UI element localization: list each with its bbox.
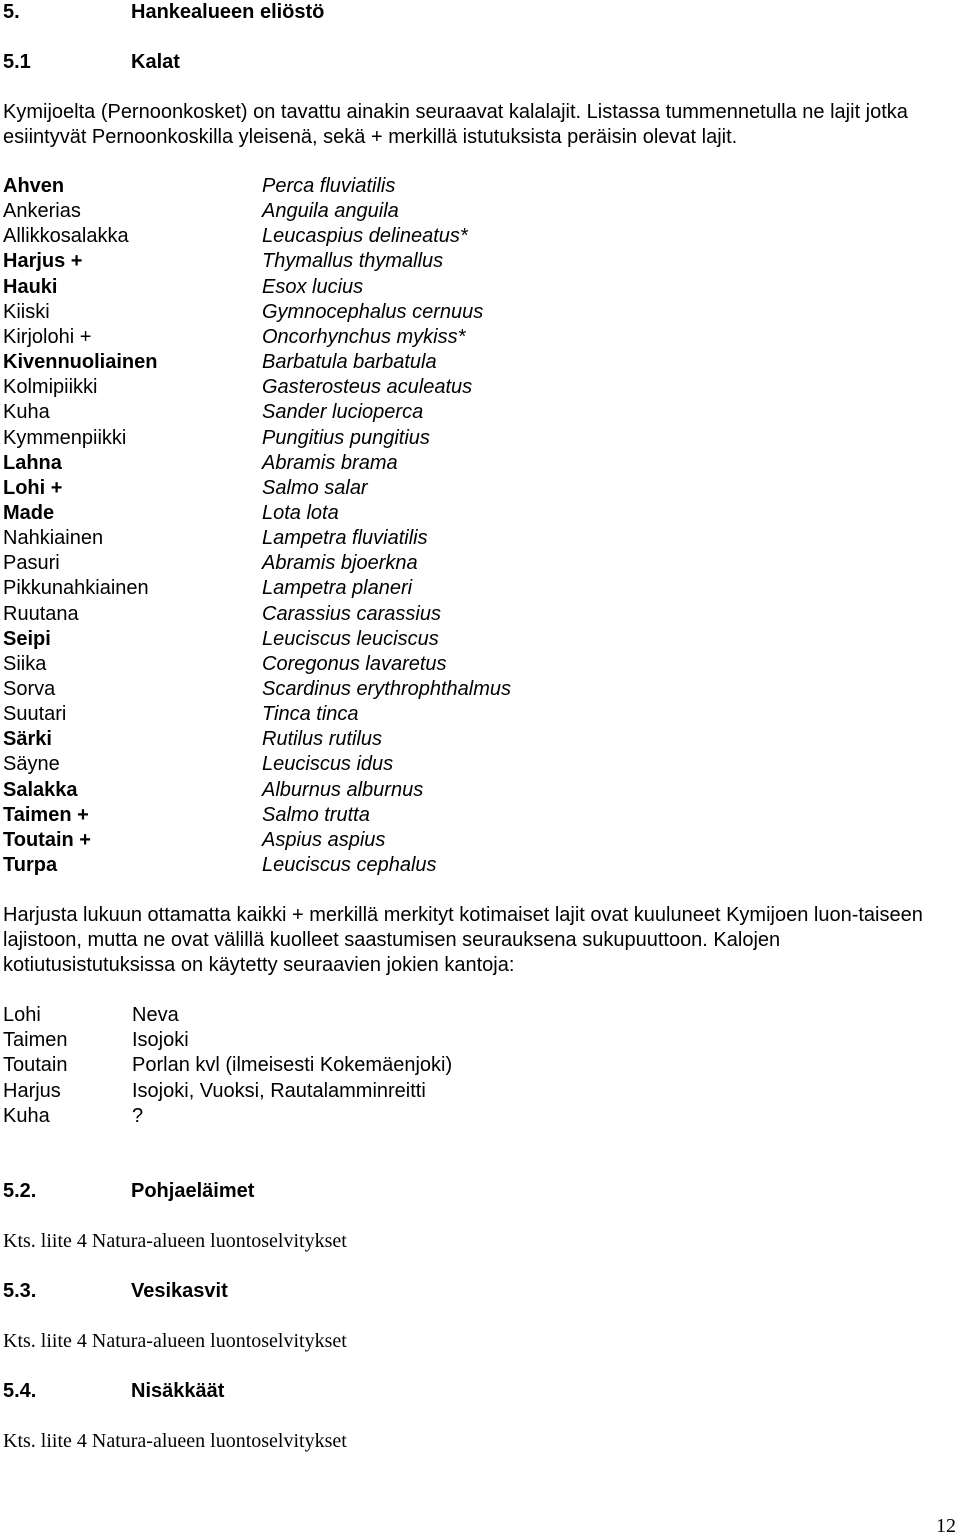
subsection-mammals-number: 5.4.: [3, 1380, 37, 1402]
subsection-mammals-text: Kts. liite 4 Natura-alueen luontoselvitykset: [3, 1430, 347, 1452]
fish-latin-name: Esox lucius: [262, 275, 364, 298]
source-river-name: Neva: [132, 1004, 179, 1026]
fish-latin-name: Sander lucioperca: [262, 401, 424, 424]
fish-row: [3, 501, 603, 526]
stocking-source-row: [3, 1053, 603, 1078]
stocking-source-row: [3, 1079, 603, 1104]
fish-common-name: Ruutana: [3, 602, 79, 625]
fish-row: [3, 375, 603, 400]
fish-latin-name: Leuciscus leuciscus: [262, 627, 439, 650]
fish-latin-name: Aspius aspius: [262, 828, 386, 851]
fish-latin-name: Tinca tinca: [262, 703, 359, 726]
fish-common-name: Säyne: [3, 753, 60, 776]
fish-row: [3, 677, 603, 702]
subsection-fish-number: 5.1: [3, 51, 31, 73]
fish-row: [3, 752, 603, 777]
fish-common-name: Ankerias: [3, 200, 81, 223]
fish-common-name: Siika: [3, 652, 47, 675]
fish-common-name: Lahna: [3, 451, 62, 474]
fish-row: [3, 576, 603, 601]
fish-latin-name: Lampetra planeri: [262, 577, 413, 600]
fish-latin-name: Lampetra fluviatilis: [262, 527, 428, 550]
fish-row: [3, 300, 603, 325]
fish-row: [3, 828, 603, 853]
fish-row: [3, 727, 603, 752]
fish-common-name: Kymmenpiikki: [3, 426, 127, 449]
subsection-benthos-number: 5.2.: [3, 1180, 37, 1202]
fish-latin-name: Abramis brama: [262, 451, 398, 474]
fish-latin-name: Abramis bjoerkna: [262, 552, 418, 575]
stocking-paragraph: Harjusta lukuun ottamatta kaikki + merkillä merkityt kotimaiset lajit ovat kuuluneet Kymijoen luon-taiseen lajistoon, mutta ne ovat välillä kuolleet saastumisen seurauksena sukupuuttoon. Kalojen kotiutusistutuksissa on käytetty seuraavien jokien kantoja:: [3, 904, 923, 976]
fish-common-name: Suutari: [3, 703, 67, 726]
fish-latin-name: Salmo trutta: [262, 803, 370, 826]
fish-common-name: Kirjolohi +: [3, 325, 92, 348]
fish-common-name: Toutain +: [3, 828, 91, 851]
stocked-fish-name: Toutain: [3, 1054, 68, 1077]
fish-latin-name: Rutilus rutilus: [262, 728, 383, 751]
stocked-fish-name: Kuha: [3, 1104, 50, 1127]
stocked-fish-name: Lohi: [3, 1004, 41, 1026]
fish-latin-name: Barbatula barbatula: [262, 351, 437, 374]
fish-row: [3, 224, 603, 249]
fish-latin-name: Anguila anguila: [262, 200, 399, 223]
source-river-name: Isojoki, Vuoksi, Rautalamminreitti: [132, 1079, 426, 1102]
fish-row: [3, 350, 603, 375]
stocking-source-row: [3, 1028, 603, 1053]
stocked-fish-name: Harjus: [3, 1079, 61, 1102]
fish-common-name: Salakka: [3, 778, 78, 801]
fish-latin-name: Gasterosteus aculeatus: [262, 376, 473, 399]
fish-common-name: Kivennuoliainen: [3, 351, 158, 374]
fish-common-name: Pikkunahkiainen: [3, 577, 149, 600]
section-number: 5.: [3, 1, 20, 23]
subsection-plants-text: Kts. liite 4 Natura-alueen luontoselvitykset: [3, 1330, 347, 1352]
page-number: 12: [936, 1515, 956, 1537]
fish-latin-name: Alburnus alburnus: [262, 778, 424, 801]
fish-row: [3, 426, 603, 451]
subsection-fish-title: Kalat: [131, 51, 180, 73]
fish-common-name: Lohi +: [3, 476, 63, 499]
fish-latin-name: Scardinus erythrophthalmus: [262, 678, 512, 700]
fish-row: [3, 526, 603, 551]
fish-latin-name: Thymallus thymallus: [262, 250, 444, 273]
fish-row: [3, 853, 603, 878]
fish-common-name: Hauki: [3, 275, 58, 298]
stocking-source-row: [3, 1104, 603, 1129]
fish-row: [3, 199, 603, 224]
fish-common-name: Nahkiainen: [3, 527, 104, 550]
source-river-name: ?: [132, 1104, 144, 1127]
fish-common-name: Turpa: [3, 854, 58, 877]
subsection-plants-number: 5.3.: [3, 1280, 37, 1302]
fish-latin-name: Pungitius pungitius: [262, 426, 430, 449]
fish-row: [3, 652, 603, 677]
intro-paragraph: Kymijoelta (Pernoonkosket) on tavattu ainakin seuraavat kalalajit. Listassa tummennetulla ne lajit jotka esiintyvät Pernoonkoskilla yleisenä, sekä + merkillä istutuksista peräisin olevat lajit.: [3, 101, 908, 148]
fish-row: [3, 803, 603, 828]
fish-latin-name: Gymnocephalus cernuus: [262, 300, 484, 323]
fish-row: [3, 778, 603, 803]
fish-row: [3, 476, 603, 501]
fish-common-name: Seipi: [3, 627, 51, 650]
fish-latin-name: Salmo salar: [262, 476, 368, 499]
fish-common-name: Ahven: [3, 175, 65, 197]
fish-common-name: Pasuri: [3, 552, 60, 575]
fish-common-name: Kiiski: [3, 300, 50, 323]
fish-common-name: Sorva: [3, 678, 56, 700]
fish-common-name: Allikkosalakka: [3, 225, 129, 248]
subsection-mammals-title: Nisäkkäät: [131, 1380, 225, 1402]
subsection-plants-title: Vesikasvit: [131, 1280, 228, 1302]
fish-common-name: Kolmipiikki: [3, 376, 98, 399]
fish-common-name: Made: [3, 501, 55, 524]
fish-row: [3, 275, 603, 300]
section-title: Hankealueen eliöstö: [131, 1, 325, 23]
fish-latin-name: Leuciscus idus: [262, 753, 394, 776]
fish-latin-name: Perca fluviatilis: [262, 175, 396, 197]
fish-common-name: Kuha: [3, 401, 50, 424]
fish-row: [3, 602, 603, 627]
fish-latin-name: Lota lota: [262, 501, 339, 524]
fish-latin-name: Oncorhynchus mykiss*: [262, 325, 466, 348]
subsection-benthos-title: Pohjaeläimet: [131, 1180, 255, 1202]
subsection-benthos-text: Kts. liite 4 Natura-alueen luontoselvitykset: [3, 1230, 347, 1252]
fish-common-name: Harjus +: [3, 250, 83, 273]
fish-row: [3, 174, 603, 199]
fish-latin-name: Coregonus lavaretus: [262, 652, 447, 675]
fish-row: [3, 551, 603, 576]
source-river-name: Porlan kvl (ilmeisesti Kokemäenjoki): [132, 1054, 453, 1077]
fish-row: [3, 400, 603, 425]
stocked-fish-name: Taimen: [3, 1029, 68, 1052]
fish-common-name: Taimen +: [3, 803, 89, 826]
fish-row: [3, 249, 603, 274]
fish-row: [3, 451, 603, 476]
fish-latin-name: Leuciscus cephalus: [262, 854, 437, 877]
fish-latin-name: Leucaspius delineatus*: [262, 225, 468, 248]
source-river-name: Isojoki: [132, 1029, 189, 1052]
fish-common-name: Särki: [3, 728, 52, 751]
fish-row: [3, 702, 603, 727]
fish-row: [3, 627, 603, 652]
fish-row: [3, 325, 603, 350]
stocking-source-row: [3, 1003, 603, 1028]
fish-latin-name: Carassius carassius: [262, 602, 441, 625]
